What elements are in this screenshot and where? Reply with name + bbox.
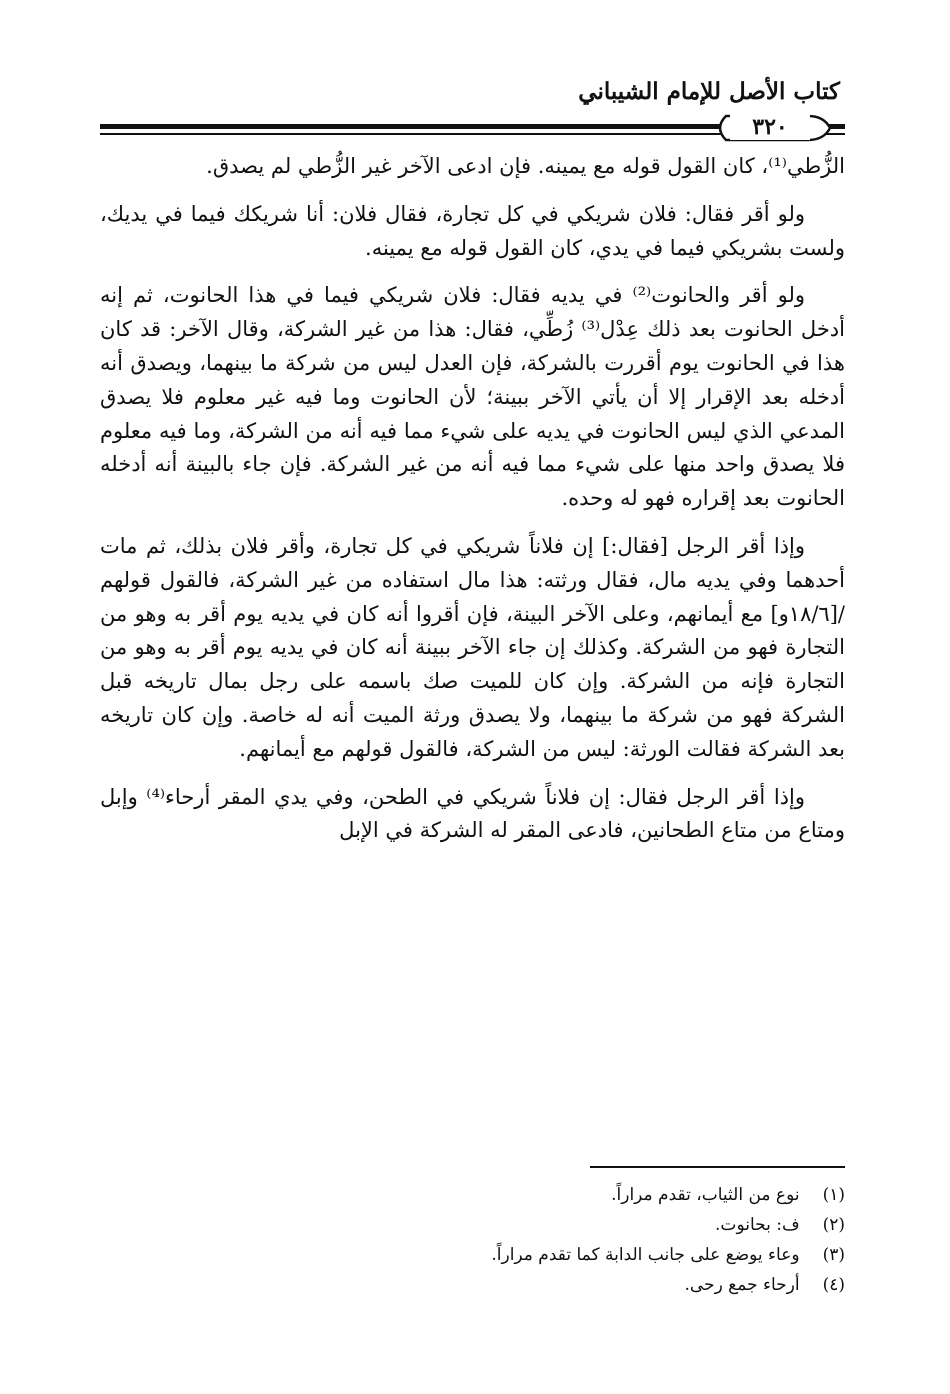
footnote [105, 1210, 845, 1240]
footnote-number: (١) [822, 1185, 845, 1205]
running-title: كتاب الأصل للإمام الشيباني [578, 78, 840, 105]
paragraph: وإذا أقر الرجل فقال: إن فلاناً شريكي في الطحن، وفي يدي المقر أرحاء⁽⁴⁾ وإبل ومتاع من متاع الطحانين، فادعى المقر له الشركة في الإبل [100, 784, 845, 843]
footnote-text: ف: بحانوت. [715, 1215, 800, 1235]
footnote-text: نوع من الثياب، تقدم مراراً. [611, 1185, 800, 1205]
footnotes [105, 1180, 845, 1300]
paragraph: ولو أقر فقال: فلان شريكي في كل تجارة، فقال فلان: أنا شريكك فيما في يديك، ولست بشريكي فيما في يدي، كان القول قوله مع يمينه. [100, 201, 845, 260]
paragraph: ولو أقر والحانوت⁽²⁾ في يديه فقال: فلان شريكي فيما في هذا الحانوت، ثم إنه أدخل الحانوت بعد ذلك عِدْل⁽³⁾ زُطِّي، فقال: هذا من غير الشركة، وقال الآخر: قد كان هذا في الحانوت يوم أقررت بالشركة، فإن العدل ليس من شركة ما بينهما، ويصدق أنه أدخله بعد الإقرار إلا أن يأتي الآخر ببينة؛ لأن الحانوت وما فيه غير معلوم فلا يصدق المدعي الذي ليس الحانوت في يديه على شيء مما فيه أنه من الشركة، وما فيه معلوم فلا يصدق واحد منها على شيء مما فيه أنه من غير الشركة. فإن جاء بالبينة أنه أدخله الحانوت بعد إقراره فهو له وحده. [100, 283, 845, 511]
footnote-number: (٢) [822, 1215, 845, 1235]
paragraph: وإذا أقر الرجل [فقال:] إن فلاناً شريكي في كل تجارة، وأقر فلان بذلك، ثم مات أحدهما وفي يديه مال، فقال ورثته: هذا مال استفاده من غير الشركة، فالقول قولهم /[١٨/٦و] مع أيمانهم، وعلى الآخر البينة، فإن أقروا أنه كان في يديه يوم أقر به وهو من التجارة فهو من الشركة. وكذلك إن جاء الآخر ببينة أنه كان في يديه يوم أقر به وهو من التجارة فإنه من الشركة. وإن كان للميت صك باسمه على رجل بمال تاريخه قبل الشركة فهو من شركة ما بينهما، ولا يصدق ورثة الميت أنه له خاصة. وإن كان تاريخه بعد الشركة فقالت الورثة: ليس من الشركة، فالقول قولهم مع أيمانهم. [100, 533, 845, 761]
paragraph: الزُّطي⁽¹⁾، كان القول قوله مع يمينه. فإن ادعى الآخر غير الزُّطي لم يصدق. [206, 154, 845, 178]
footnote-text: أرحاء جمع رحى. [684, 1275, 800, 1295]
page-number: ٣٢٠ [730, 114, 810, 140]
footnote [105, 1270, 845, 1300]
footnote [105, 1180, 845, 1210]
main-text [100, 150, 845, 862]
page-number-ornament [712, 112, 840, 144]
footnote-text: وعاء يوضع على جانب الدابة كما تقدم مراراً. [491, 1245, 800, 1265]
footnote-separator [590, 1166, 845, 1168]
footnote-number: (٤) [822, 1275, 845, 1295]
footnote [105, 1240, 845, 1270]
footnote-number: (٣) [822, 1245, 845, 1265]
